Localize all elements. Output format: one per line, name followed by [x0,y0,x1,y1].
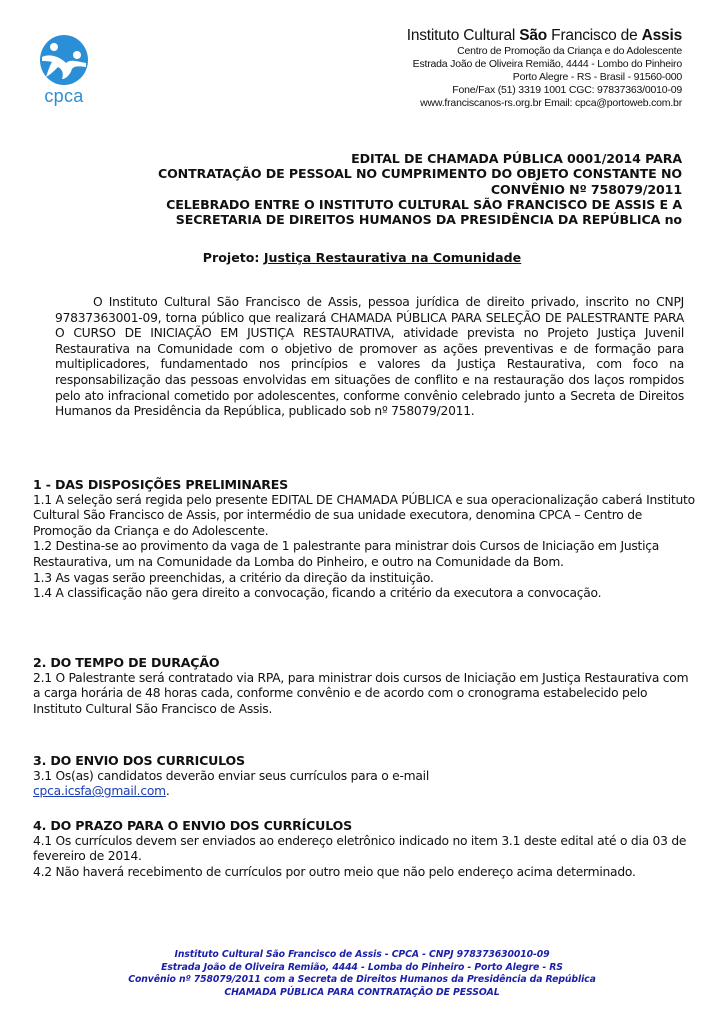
letterhead-city: Porto Alegre - RS - Brasil - 91560-000 [512,71,682,83]
institute-name: Instituto Cultural São Francisco de Assis [406,27,682,44]
letterhead-address: Estrada João de Oliveira Remião, 4444 - Lombo do Pinheiro [412,58,682,70]
document-title: EDITAL DE CHAMADA PÚBLICA 0001/2014 PARA CONTRATAÇÃO DE PESSOAL NO CUMPRIMENTO DO OBJETO CONSTANTE NO CONVÊNIO Nº 758079/2011 CELEBRADO ENTRE O INSTITUTO CULTURAL SÃO FRANCISCO DE ASSIS E A SECRETARIA DE DIREITOS HUMANOS DA PRESIDÊNCIA DA REPÚBLICA no [157,151,682,228]
section-4: 4. DO PRAZO PARA O ENVIO DOS CURRÍCULOS 4.1 Os currículos devem ser enviados ao endereço eletrônico indicado no item 3.1 deste edital até o dia 03 de fevereiro de 2014. 4.2 Não haverá recebimento de currículos por outro meio que não pelo endereço acima determinado. [33,818,698,880]
section-3: 3. DO ENVIO DOS CURRICULOS 3.1 Os(as) candidatos deverão enviar seus currículos para o e-mail cpca.icsfa@gmail.com. [33,753,698,800]
logo-people-icon [40,35,88,85]
section-heading: 4. DO PRAZO PARA O ENVIO DOS CURRÍCULOS [33,818,352,833]
letterhead [407,27,682,110]
letterhead-phone: Fone/Fax (51) 3319 1001 CGC: 97837363/0010-09 [452,84,682,96]
intro-paragraph: O Instituto Cultural São Francisco de Assis, pessoa jurídica de direito privado, inscrito no CNPJ 97837363001-09, torna público que realizará CHAMADA PÚBLICA PARA SELEÇÃO DE PALESTRANTE PARA O CURSO DE INICIAÇÃO EM JUSTIÇA RESTAURATIVA, atividade prevista no Projeto Justiça Juvenil Restaurativa na Comunidade com o objetivo de promover as ações preventivas e de formação para multiplicadores, fundamentado nos princípios e valores da Justiça Restaurativa, com foco na responsabilização das pessoas envolvidas em situações de conflito e na restauração dos laços rompidos pelo ato infracional cometido por adolescentes, conforme convênio celebrado junto a Secreta de Direitos Humanos da Presidência da República, publicado sob nº 758079/2011. [55,295,684,419]
section-heading: 2. DO TEMPO DE DURAÇÃO [33,655,220,670]
project-name: Justiça Restaurativa na Comunidade [263,250,522,265]
section-2: 2. DO TEMPO DE DURAÇÃO 2.1 O Palestrante será contratado via RPA, para ministrar dois cursos de Iniciação em Justiça Restaurativa com a carga horária de 48 horas cada, conforme convênio e de acordo com o cronograma estabelecido pelo Instituto Cultural São Francisco de Assis. [33,655,698,717]
section-1: 1 - DAS DISPOSIÇÕES PRELIMINARES 1.1 A seleção será regida pelo presente EDITAL DE CHAMADA PÚBLICA e sua operacionalização caberá Instituto Cultural São Francisco de Assis, por intermédio de sua unidade executora, denomina CPCA – Centro de Promoção da Criança e do Adolescente. 1.2 Destina-se ao provimento da vaga de 1 palestrante para ministrar dois Cursos de Iniciação em Justiça Restaurativa, um na Comunidade da Lomba do Pinheiro, e outro na Comunidade da Bom. 1.3 As vagas serão preenchidas, a critério da direção da instituição. 1.4 A classificação não gera direito a convocação, ficando a critério da executora a convocação. [33,477,698,602]
letterhead-web-email: www.franciscanos-rs.org.br Email: cpca@portoweb.com.br [420,97,682,109]
page-footer: Instituto Cultural São Francisco de Assis - CPCA - CNPJ 978373630010-09 Estrada João de Oliveira Remião, 4444 - Lomba do Pinheiro - Porto Alegre - RS Convênio nº 758079/2011 com a Secreta de Direitos Humanos da Presidência da República CHAMADA PÚBLICA PARA CONTRATAÇÃO DE PESSOAL [128,949,596,998]
letterhead-subtitle: Centro de Promoção da Criança e do Adolescente [457,45,682,57]
email-link[interactable]: cpca.icsfa@gmail.com [33,784,166,799]
section-heading: 3. DO ENVIO DOS CURRICULOS [33,753,245,768]
cpca-logo [34,35,94,107]
section-heading: 1 - DAS DISPOSIÇÕES PRELIMINARES [33,477,289,492]
logo-text: cpca [44,86,84,106]
project-title: Projeto: Justiça Restaurativa na Comunidade [202,250,522,265]
